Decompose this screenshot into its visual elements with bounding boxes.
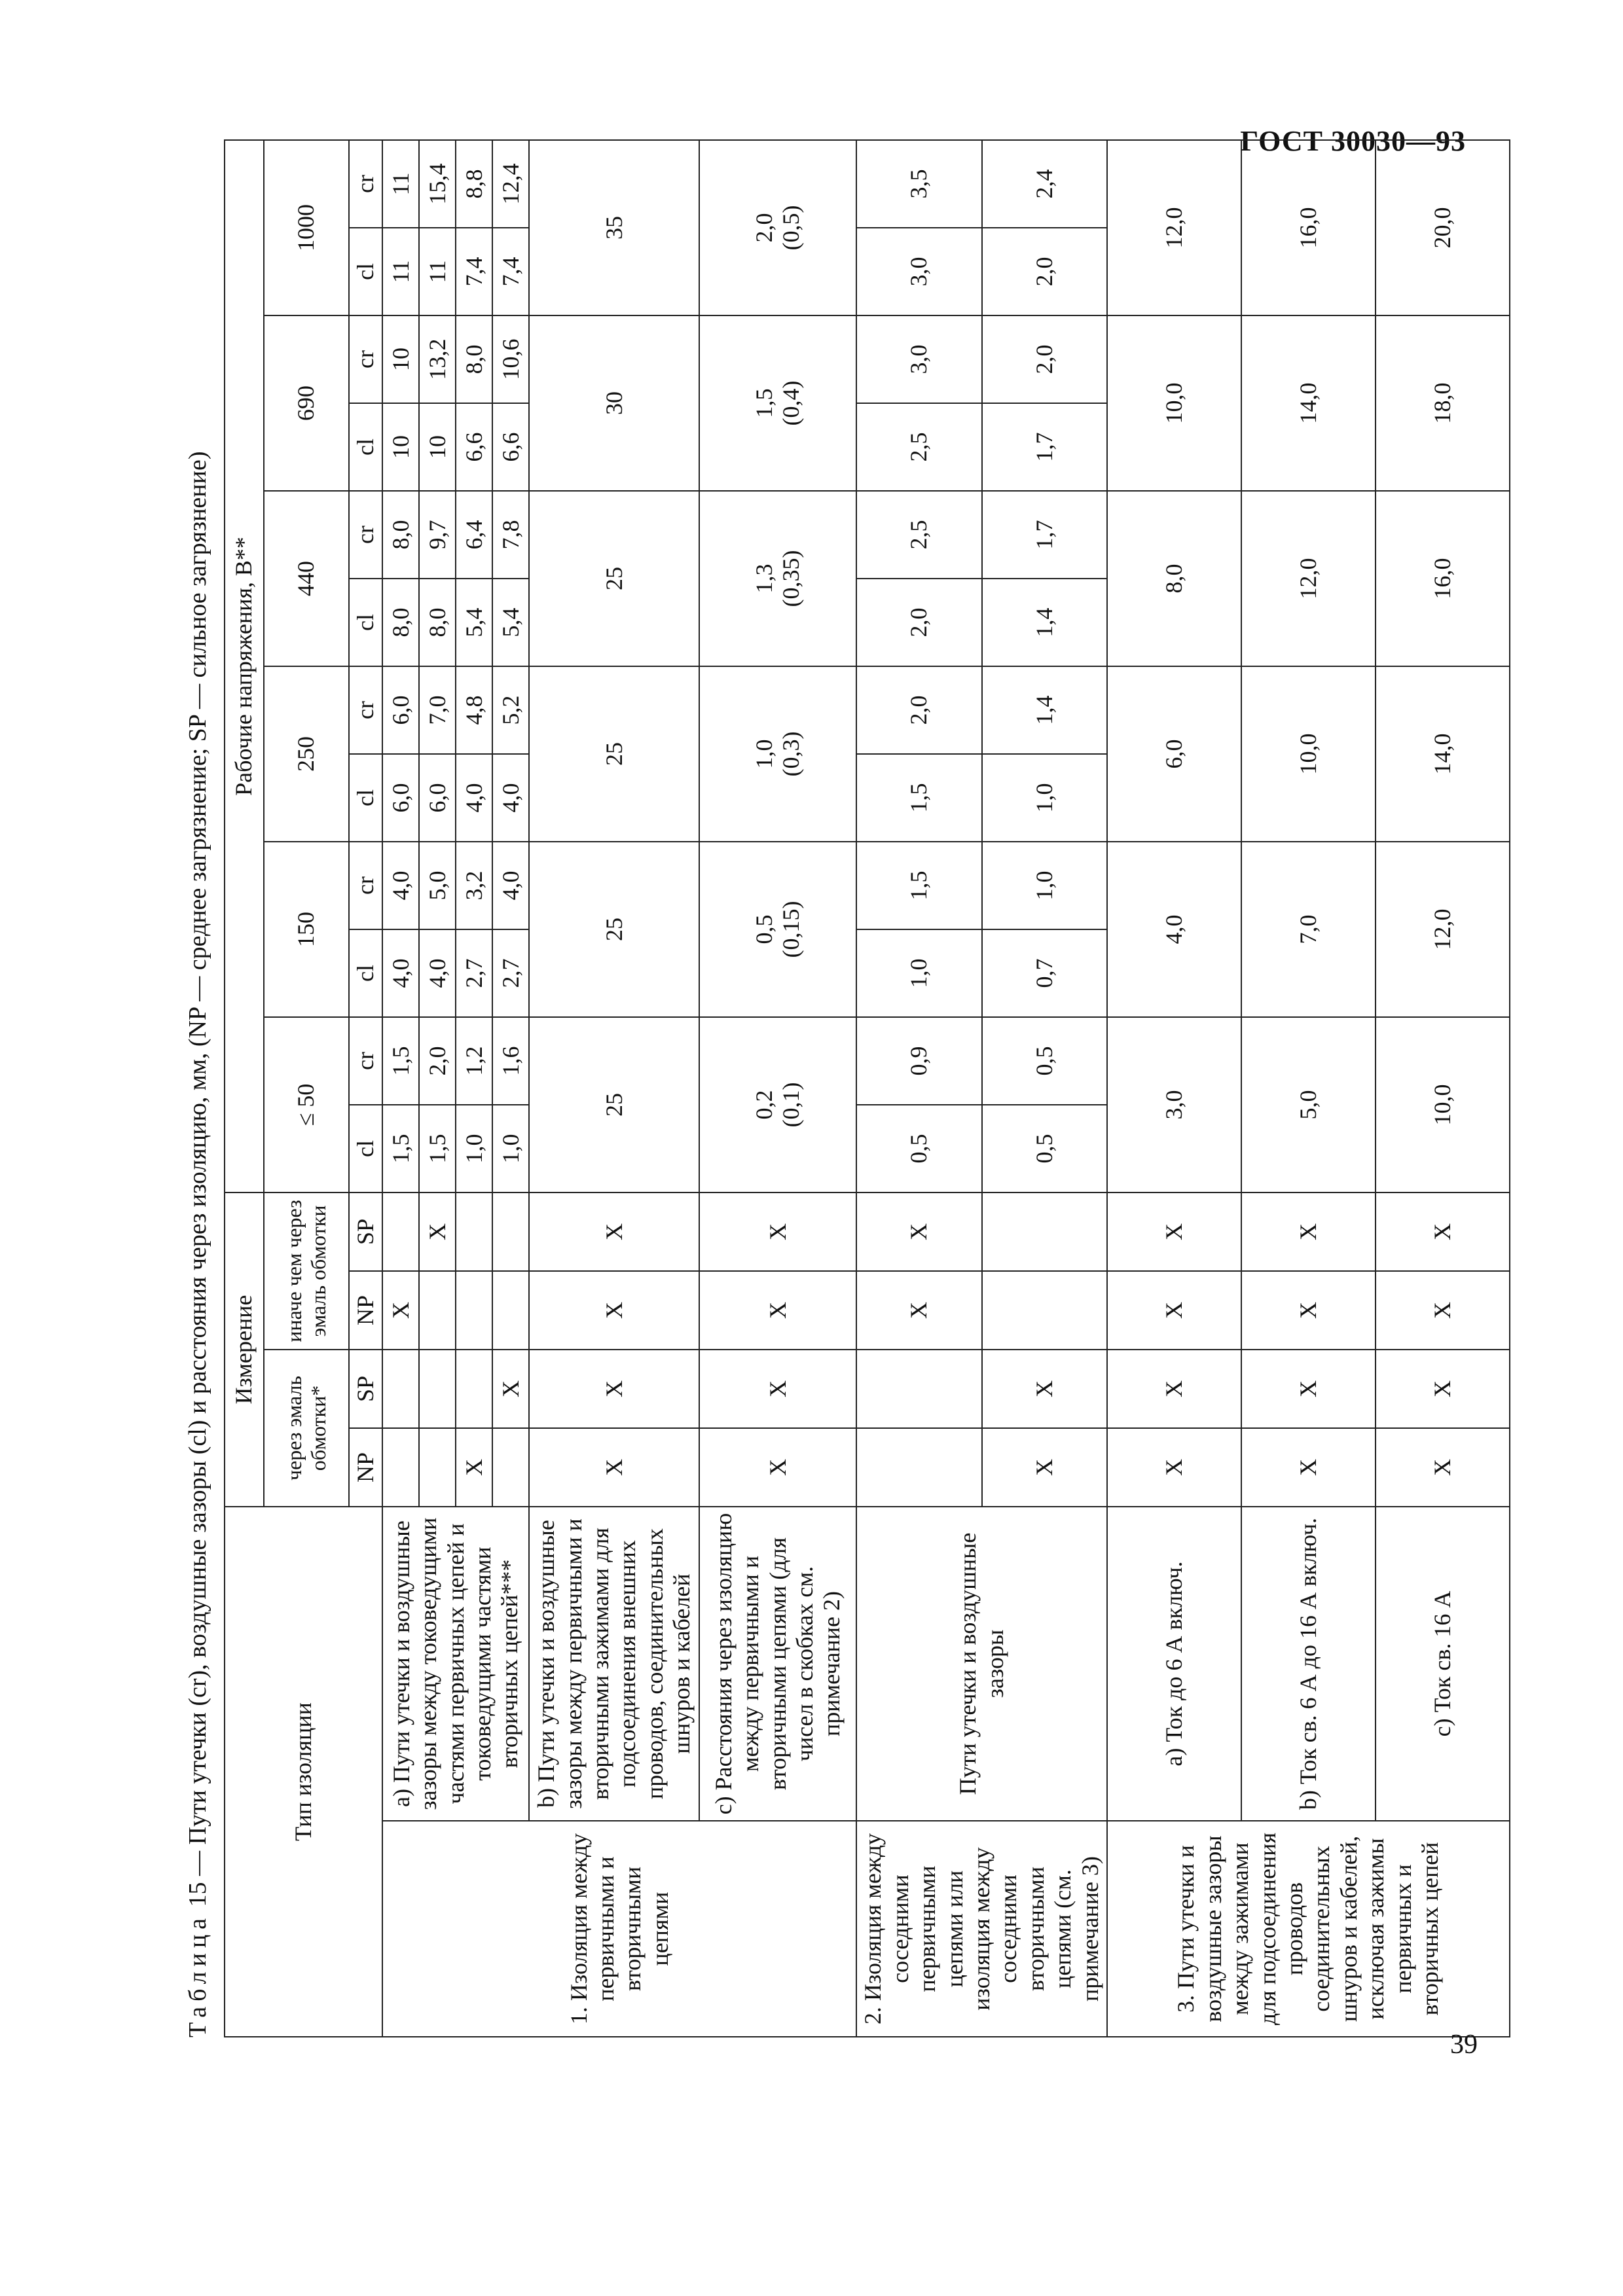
th-cr: cr (349, 1017, 382, 1105)
th-v690: 690 (264, 315, 349, 491)
value-cell: 3,0 (856, 315, 981, 403)
measure-mark: X (529, 1193, 699, 1271)
value-cell: 5,0 (1241, 1017, 1376, 1193)
th-np: NP (349, 1428, 382, 1507)
measure-mark: X (699, 1428, 856, 1507)
measure-mark: X (1376, 1428, 1510, 1507)
value-cell: 2,0 (0,5) (699, 140, 856, 315)
th-sp: SP (349, 1350, 382, 1428)
group-1-title: 1. Изоляция между первичными и вторичными цепями (382, 1821, 856, 2037)
measure-mark (419, 1350, 456, 1428)
value-cell: 13,2 (419, 315, 456, 403)
value-cell: 8,0 (382, 579, 419, 666)
measure-mark: X (982, 1428, 1107, 1507)
value-cell: 14,0 (1376, 666, 1510, 842)
value-cell: 6,0 (382, 666, 419, 754)
measure-mark (492, 1428, 529, 1507)
measure-mark (856, 1428, 981, 1507)
table-row (856, 140, 981, 2037)
measure-mark: X (1241, 1350, 1376, 1428)
th-v440: 440 (264, 491, 349, 666)
measure-mark: X (529, 1428, 699, 1507)
measure-mark (419, 1271, 456, 1350)
value-cell: 2,4 (982, 140, 1107, 228)
value-cell: 4,0 (492, 842, 529, 929)
measure-mark: X (529, 1271, 699, 1350)
value-cell: 25 (529, 491, 699, 666)
th-cl: cl (349, 403, 382, 491)
value-cell: 4,8 (456, 666, 492, 754)
th-cr: cr (349, 315, 382, 403)
value-cell: 2,5 (856, 403, 981, 491)
value-cell: 5,4 (492, 579, 529, 666)
th-cl: cl (349, 579, 382, 666)
value-cell: 11 (382, 228, 419, 315)
value-cell: 7,8 (492, 491, 529, 579)
value-cell: 1,5 (0,4) (699, 315, 856, 491)
group-3-row-label: a) Ток до 6 А включ. (1107, 1507, 1241, 1821)
value-cell: 11 (419, 228, 456, 315)
value-cell: 10 (419, 403, 456, 491)
measure-mark (982, 1271, 1107, 1350)
value-cell: 10,6 (492, 315, 529, 403)
measure-mark: X (1241, 1271, 1376, 1350)
value-cell: 3,5 (856, 140, 981, 228)
th-cl: cl (349, 754, 382, 842)
value-cell: 16,0 (1241, 140, 1376, 315)
value-cell: 4,0 (456, 754, 492, 842)
value-cell: 10 (382, 315, 419, 403)
measure-mark (382, 1428, 419, 1507)
group-3-row-label: c) Ток св. 16 А (1376, 1507, 1510, 1821)
measure-mark: X (1107, 1428, 1241, 1507)
measure-mark (492, 1271, 529, 1350)
caption-text: 15 — Пути утечки (cr), воздушные зазоры (cl) и расстояния через изоляцию, мм, (NP — среднее загрязнение; SP — сильное загрязнение) (184, 451, 211, 1913)
th-cl: cl (349, 228, 382, 315)
value-cell: 1,0 (982, 754, 1107, 842)
measure-mark: X (1107, 1271, 1241, 1350)
measure-mark: X (982, 1350, 1107, 1428)
value-cell: 25 (529, 666, 699, 842)
measure-mark (456, 1350, 492, 1428)
measure-mark: X (529, 1350, 699, 1428)
group-1c-label: c) Расстояния через изоляцию между первичными и вторичными цепями (для чисел в скобках см. примечание 2) (699, 1507, 856, 1821)
value-cell: 1,0 (856, 929, 981, 1017)
page-number: 39 (1450, 2030, 1478, 2060)
group-2-title: 2. Изоляция между соседними первичными цепями или изоляция между соседними вторичными цепями (см. примечание 3) (856, 1821, 1107, 2037)
value-cell: 18,0 (1376, 315, 1510, 491)
value-cell: 10,0 (1376, 1017, 1510, 1193)
value-cell: 7,0 (419, 666, 456, 754)
value-cell: 7,4 (492, 228, 529, 315)
th-cr: cr (349, 842, 382, 929)
value-cell: 1,6 (492, 1017, 529, 1105)
th-v150: 150 (264, 842, 349, 1017)
value-cell: 6,6 (492, 403, 529, 491)
value-cell: 0,5 (982, 1017, 1107, 1105)
value-cell: 6,0 (382, 754, 419, 842)
table-row (1241, 140, 1376, 2037)
value-cell: 1,0 (456, 1105, 492, 1193)
value-cell: 2,0 (856, 666, 981, 754)
group-1a-label: a) Пути утечки и воздушные зазоры между токоведущими частями первичных цепей и токоведущими частями вторичных цепей*** (382, 1507, 529, 1821)
value-cell: 1,4 (982, 666, 1107, 754)
value-cell: 1,5 (856, 842, 981, 929)
value-cell: 2,7 (456, 929, 492, 1017)
measure-mark (982, 1193, 1107, 1271)
value-cell: 1,5 (856, 754, 981, 842)
value-cell: 6,0 (419, 754, 456, 842)
measure-mark: X (1376, 1271, 1510, 1350)
value-cell: 4,0 (1107, 842, 1241, 1017)
value-cell: 3,0 (1107, 1017, 1241, 1193)
value-cell: 6,6 (456, 403, 492, 491)
value-cell: 0,5 (982, 1105, 1107, 1193)
measure-mark: X (1107, 1350, 1241, 1428)
measure-mark: X (456, 1428, 492, 1507)
value-cell: 1,2 (456, 1017, 492, 1105)
value-cell: 1,0 (0,3) (699, 666, 856, 842)
measure-mark (419, 1428, 456, 1507)
value-cell: 16,0 (1376, 491, 1510, 666)
measure-mark (456, 1193, 492, 1271)
table-row (529, 140, 699, 2037)
value-cell: 14,0 (1241, 315, 1376, 491)
th-via-enamel: через эмаль обмотки* (264, 1350, 349, 1507)
th-v50: ≤ 50 (264, 1017, 349, 1193)
value-cell: 5,4 (456, 579, 492, 666)
value-cell: 2,0 (856, 579, 981, 666)
value-cell: 15,4 (419, 140, 456, 228)
value-cell: 4,0 (382, 929, 419, 1017)
caption-prefix: Таблица (184, 1912, 211, 2037)
value-cell: 1,5 (382, 1017, 419, 1105)
value-cell: 3,0 (856, 228, 981, 315)
value-cell: 7,4 (456, 228, 492, 315)
measure-mark: X (856, 1193, 981, 1271)
value-cell: 11 (382, 140, 419, 228)
value-cell: 5,0 (419, 842, 456, 929)
value-cell: 1,0 (492, 1105, 529, 1193)
value-cell: 6,0 (1107, 666, 1241, 842)
value-cell: 10,0 (1107, 315, 1241, 491)
measure-mark: X (699, 1271, 856, 1350)
value-cell: 1,5 (419, 1105, 456, 1193)
th-cr: cr (349, 140, 382, 228)
value-cell: 8,0 (1107, 491, 1241, 666)
value-cell: 9,7 (419, 491, 456, 579)
value-cell: 2,0 (982, 315, 1107, 403)
th-v1000: 1000 (264, 140, 349, 315)
value-cell: 25 (529, 1017, 699, 1193)
value-cell: 7,0 (1241, 842, 1376, 1017)
value-cell: 25 (529, 842, 699, 1017)
table-row (1376, 140, 1510, 2037)
measure-mark: X (856, 1271, 981, 1350)
measure-mark (382, 1350, 419, 1428)
value-cell: 0,9 (856, 1017, 981, 1105)
measure-mark: X (1107, 1193, 1241, 1271)
group-1b-label: b) Пути утечки и воздушные зазоры между первичными и вторичными зажимами для подсоединения внешних проводов, соединительных шнуров и кабелей (529, 1507, 699, 1821)
value-cell: 20,0 (1376, 140, 1510, 315)
value-cell: 8,0 (456, 315, 492, 403)
th-cl: cl (349, 929, 382, 1017)
th-type: Тип изоляции (225, 1507, 382, 2037)
value-cell: 12,4 (492, 140, 529, 228)
measure-mark: X (699, 1193, 856, 1271)
value-cell: 1,4 (982, 579, 1107, 666)
value-cell: 6,4 (456, 491, 492, 579)
table-row (382, 140, 419, 2037)
insulation-table (224, 139, 1510, 2037)
group-3-title: 3. Пути утечки и воздушные зазоры между зажимами для подсоединения проводов соединительных шнуров и кабелей, исключая зажимы первичных и вторичных цепей (1107, 1821, 1510, 2037)
group-2-label: Пути утечки и воздушные зазоры (856, 1507, 1107, 1821)
measure-mark: X (382, 1271, 419, 1350)
measure-mark: X (1241, 1428, 1376, 1507)
value-cell: 4,0 (492, 754, 529, 842)
value-cell: 10,0 (1241, 666, 1376, 842)
value-cell: 4,0 (419, 929, 456, 1017)
value-cell: 4,0 (382, 842, 419, 929)
table-row (699, 140, 856, 2037)
th-measure: Измерение (225, 1193, 264, 1507)
measure-mark: X (492, 1350, 529, 1428)
th-sp: SP (349, 1193, 382, 1271)
measure-mark: X (699, 1350, 856, 1428)
value-cell: 1,7 (982, 491, 1107, 579)
measure-mark: X (1241, 1193, 1376, 1271)
measure-mark: X (1376, 1193, 1510, 1271)
th-np: NP (349, 1271, 382, 1350)
th-cl: cl (349, 1105, 382, 1193)
table-caption (172, 139, 224, 2037)
value-cell: 12,0 (1376, 842, 1510, 1017)
value-cell: 2,0 (982, 228, 1107, 315)
value-cell: 2,0 (419, 1017, 456, 1105)
value-cell: 8,0 (382, 491, 419, 579)
table-row (1107, 140, 1241, 2037)
table-body (382, 140, 1510, 2037)
th-cr: cr (349, 491, 382, 579)
th-voltages: Рабочие напряжения, В** (225, 140, 264, 1193)
document-header: ГОСТ 30030—93 (1240, 125, 1466, 157)
th-v250: 250 (264, 666, 349, 842)
value-cell: 1,5 (382, 1105, 419, 1193)
value-cell: 0,5 (856, 1105, 981, 1193)
value-cell: 1,0 (982, 842, 1107, 929)
value-cell: 8,8 (456, 140, 492, 228)
value-cell: 1,3 (0,35) (699, 491, 856, 666)
value-cell: 5,2 (492, 666, 529, 754)
measure-mark: X (419, 1193, 456, 1271)
measure-mark (382, 1193, 419, 1271)
value-cell: 0,2 (0,1) (699, 1017, 856, 1193)
value-cell: 35 (529, 140, 699, 315)
measure-mark: X (1376, 1350, 1510, 1428)
value-cell: 10 (382, 403, 419, 491)
value-cell: 0,5 (0,15) (699, 842, 856, 1017)
value-cell: 2,5 (856, 491, 981, 579)
value-cell: 12,0 (1107, 140, 1241, 315)
th-other-than: иначе чем через эмаль обмотки (264, 1193, 349, 1350)
measure-mark (456, 1271, 492, 1350)
th-cr: cr (349, 666, 382, 754)
value-cell: 3,2 (456, 842, 492, 929)
value-cell: 12,0 (1241, 491, 1376, 666)
rotated-table-frame (172, 139, 1481, 2037)
value-cell: 0,7 (982, 929, 1107, 1017)
measure-mark (856, 1350, 981, 1428)
value-cell: 2,7 (492, 929, 529, 1017)
group-3-row-label: b) Ток св. 6 А до 16 А включ. (1241, 1507, 1376, 1821)
value-cell: 1,7 (982, 403, 1107, 491)
value-cell: 30 (529, 315, 699, 491)
measure-mark (492, 1193, 529, 1271)
value-cell: 8,0 (419, 579, 456, 666)
